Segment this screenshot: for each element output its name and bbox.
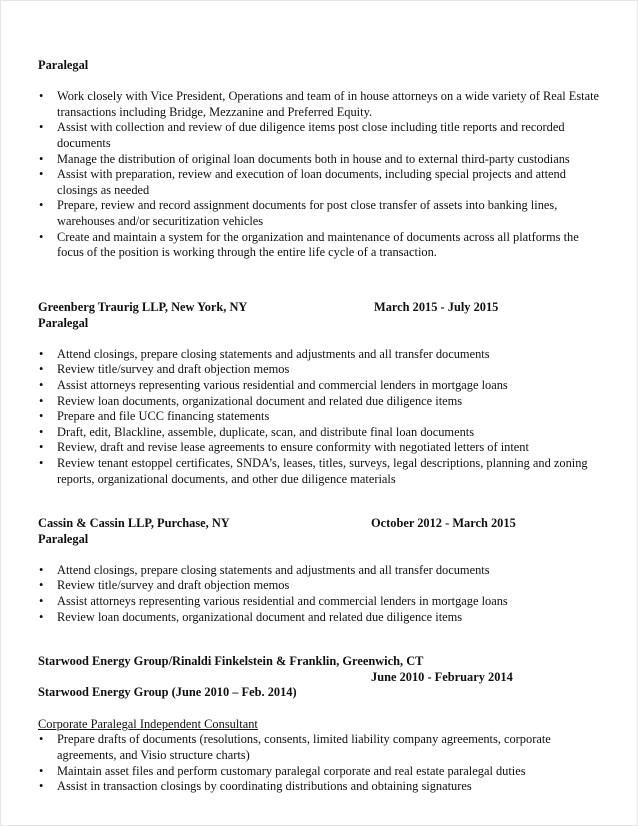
job-title: Paralegal — [38, 531, 89, 546]
employment-dates: March 2015 - July 2015 — [374, 300, 499, 314]
bullet-item: • Assist in transaction closings by coordinating distributions and obtaining signatures — [38, 779, 608, 795]
bullet-item: • Review loan documents, organizational document and related due diligence items — [38, 610, 608, 626]
section-greenberg-traurig — [38, 300, 608, 487]
employer-name: Greenberg Traurig LLP, New York, NY — [38, 300, 248, 314]
employer-row — [38, 300, 608, 316]
bullet-item: • Work closely with Vice President, Operations and team of in house attorneys on a wide variety of Real Estate transactions including Bridge, Mezzanine and Preferred Equity. — [38, 89, 608, 120]
role-title: Corporate Paralegal Independent Consultant — [38, 716, 258, 731]
bullet-list — [38, 89, 608, 261]
bullet-item: • Review loan documents, organizational document and related due diligence items — [38, 394, 608, 410]
bullet-item: • Review tenant estoppel certificates, SNDA’s, leases, titles, surveys, legal descriptions, planning and zoning reports, organizational documents, and other due diligence materials — [38, 456, 608, 487]
employer-row — [38, 516, 608, 532]
employment-dates: October 2012 - March 2015 — [371, 516, 516, 530]
bullet-item: • Create and maintain a system for the organization and maintenance of documents across all platforms the focus of the position is working through the entire life cycle of a transaction. — [38, 230, 608, 261]
bullet-item: • Assist with collection and review of due diligence items post close including title reports and recorded documents — [38, 120, 608, 151]
section-starwood-energy — [38, 654, 608, 795]
section-paralegal-current — [38, 58, 608, 261]
bullet-item: • Assist with preparation, review and execution of loan documents, including special projects and attend closings as needed — [38, 167, 608, 198]
bullet-item: • Review title/survey and draft objection memos — [38, 578, 608, 594]
job-title: Paralegal — [38, 58, 89, 72]
bullet-item: • Draft, edit, Blackline, assemble, duplicate, scan, and distribute final loan documents — [38, 425, 608, 441]
section-cassin-cassin — [38, 516, 608, 625]
bullet-item: • Attend closings, prepare closing statements and adjustments and all transfer documents — [38, 563, 608, 579]
employer-dates-row — [38, 670, 608, 686]
bullet-list — [38, 563, 608, 625]
job-title: Paralegal — [38, 315, 89, 330]
bullet-item: • Assist attorneys representing various residential and commercial lenders in mortgage loans — [38, 594, 608, 610]
bullet-list — [38, 732, 608, 794]
bullet-list — [38, 347, 608, 487]
employment-dates: June 2010 - February 2014 — [371, 669, 513, 684]
bullet-item: • Attend closings, prepare closing statements and adjustments and all transfer documents — [38, 347, 608, 363]
bullet-item: • Maintain asset files and perform customary paralegal corporate and real estate paralegal duties — [38, 764, 608, 780]
bullet-item: • Review title/survey and draft objection memos — [38, 362, 608, 378]
bullet-item: • Assist attorneys representing various residential and commercial lenders in mortgage loans — [38, 378, 608, 394]
bullet-item: • Prepare drafts of documents (resolutions, consents, limited liability company agreements, corporate agreements, and Visio structure charts) — [38, 732, 608, 763]
employer-name: Cassin & Cassin LLP, Purchase, NY — [38, 516, 230, 530]
sub-employer: Starwood Energy Group (June 2010 – Feb. 2014) — [38, 685, 297, 700]
bullet-item: • Prepare, review and record assignment documents for post close transfer of assets into banking lines, warehouses and/or securitization vehicles — [38, 198, 608, 229]
bullet-item: • Review, draft and revise lease agreements to ensure conformity with negotiated letters of intent — [38, 440, 608, 456]
bullet-item: • Manage the distribution of original loan documents both in house and to external third-party custodians — [38, 152, 608, 168]
bullet-item: • Prepare and file UCC financing statements — [38, 409, 608, 425]
employer-name: Starwood Energy Group/Rinaldi Finkelstein & Franklin, Greenwich, CT — [38, 654, 424, 668]
